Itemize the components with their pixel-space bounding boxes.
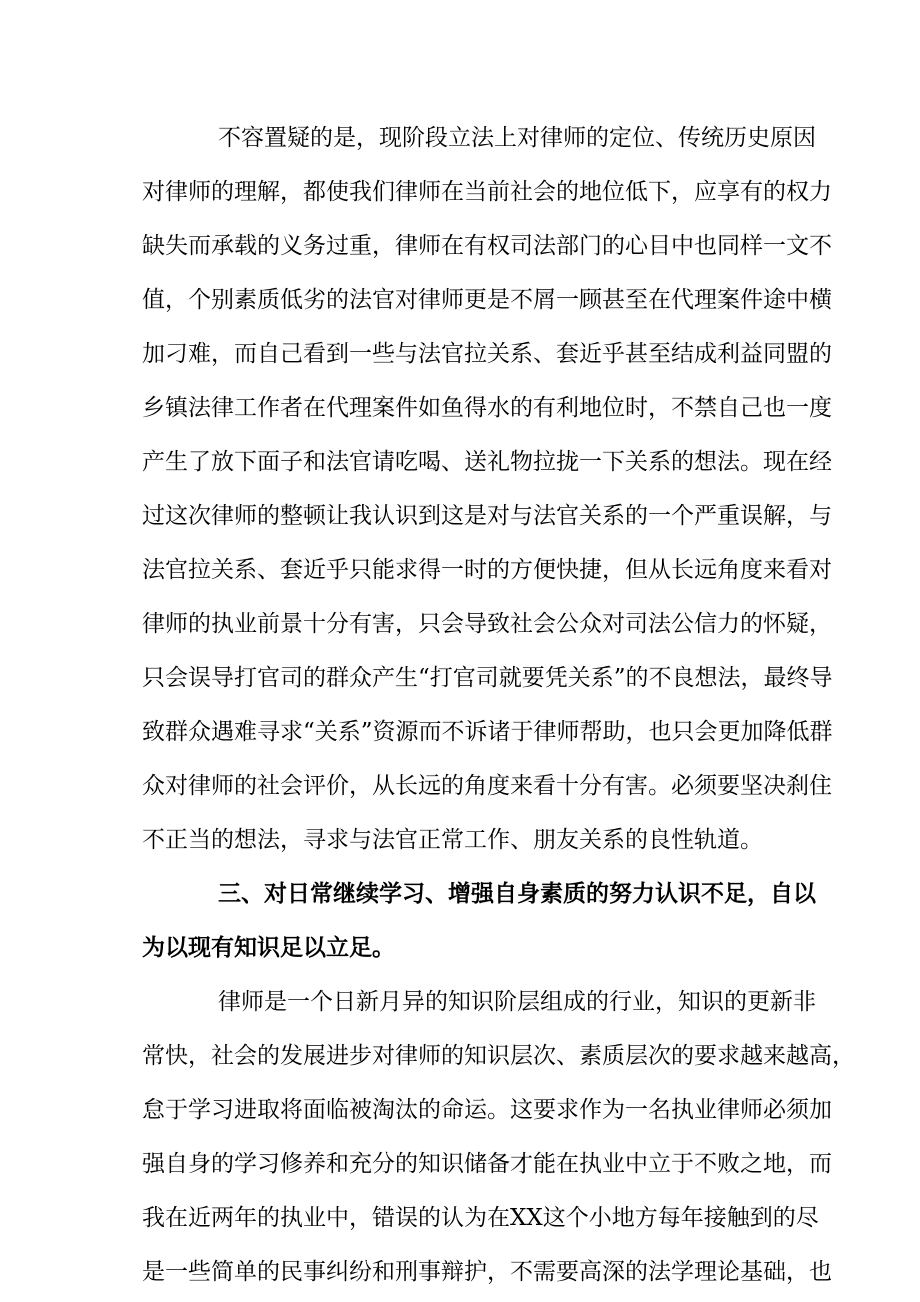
paragraph-1-line-9: 法官拉关系、套近乎只能求得一时的方便快捷，但从长远角度来看对 xyxy=(142,557,832,583)
paragraph-1-line-14: 不正当的想法，寻求与法官正常工作、朋友关系的良性轨道。 xyxy=(142,827,763,853)
paragraph-3-line-4: 强自身的学习修养和充分的知识储备才能在执业中立于不败之地，而 xyxy=(142,1151,832,1177)
paragraph-3-line-1: 律师是一个日新月异的知识阶层组成的行业，知识的更新非 xyxy=(218,989,816,1015)
section-heading-line-2: 为以现有知识足以立足。 xyxy=(142,934,395,961)
paragraph-3-line-6: 是一些简单的民事纠纷和刑事辩护，不需要高深的法学理论基础，也 xyxy=(142,1259,832,1285)
paragraph-3-line-3: 怠于学习进取将面临被淘汰的命运。这要求作为一名执业律师必须加 xyxy=(142,1097,832,1123)
paragraph-1-line-3: 缺失而承载的义务过重，律师在有权司法部门的心目中也同样一文不 xyxy=(142,233,832,259)
paragraph-1-line-6: 乡镇法律工作者在代理案件如鱼得水的有利地位时，不禁自己也一度 xyxy=(142,395,832,421)
paragraph-3-line-2: 常快，社会的发展进步对律师的知识层次、素质层次的要求越来越高， xyxy=(142,1043,855,1069)
section-heading-line-1: 三、对日常继续学习、增强自身素质的努力认识不足，自以 xyxy=(218,880,816,907)
paragraph-1-line-7: 产生了放下面子和法官请吃喝、送礼物拉拢一下关系的想法。现在经 xyxy=(142,449,832,475)
paragraph-1-line-5: 加刁难，而自己看到一些与法官拉关系、套近乎甚至结成利益同盟的 xyxy=(142,341,832,367)
paragraph-1-line-10: 律师的执业前景十分有害，只会导致社会公众对司法公信力的怀疑， xyxy=(142,611,832,637)
paragraph-1-line-13: 众对律师的社会评价，从长远的角度来看十分有害。必须要坚决刹住 xyxy=(142,773,832,799)
paragraph-1-line-11: 只会误导打官司的群众产生“打官司就要凭关系”的不良想法，最终导 xyxy=(142,665,833,691)
paragraph-1-line-2: 对律师的理解，都使我们律师在当前社会的地位低下，应享有的权力 xyxy=(142,179,832,205)
paragraph-1-line-1: 不容置疑的是，现阶段立法上对律师的定位、传统历史原因 xyxy=(218,125,816,151)
paragraph-1-line-8: 过这次律师的整顿让我认识到这是对与法官关系的一个严重误解，与 xyxy=(142,503,832,529)
paragraph-3-line-5: 我在近两年的执业中，错误的认为在XX这个小地方每年接触到的尽 xyxy=(142,1205,819,1231)
paragraph-1-line-12: 致群众遇难寻求“关系”资源而不诉诸于律师帮助，也只会更加降低群 xyxy=(142,719,833,745)
paragraph-1-line-4: 值，个别素质低劣的法官对律师更是不屑一顾甚至在代理案件途中横 xyxy=(142,287,832,313)
